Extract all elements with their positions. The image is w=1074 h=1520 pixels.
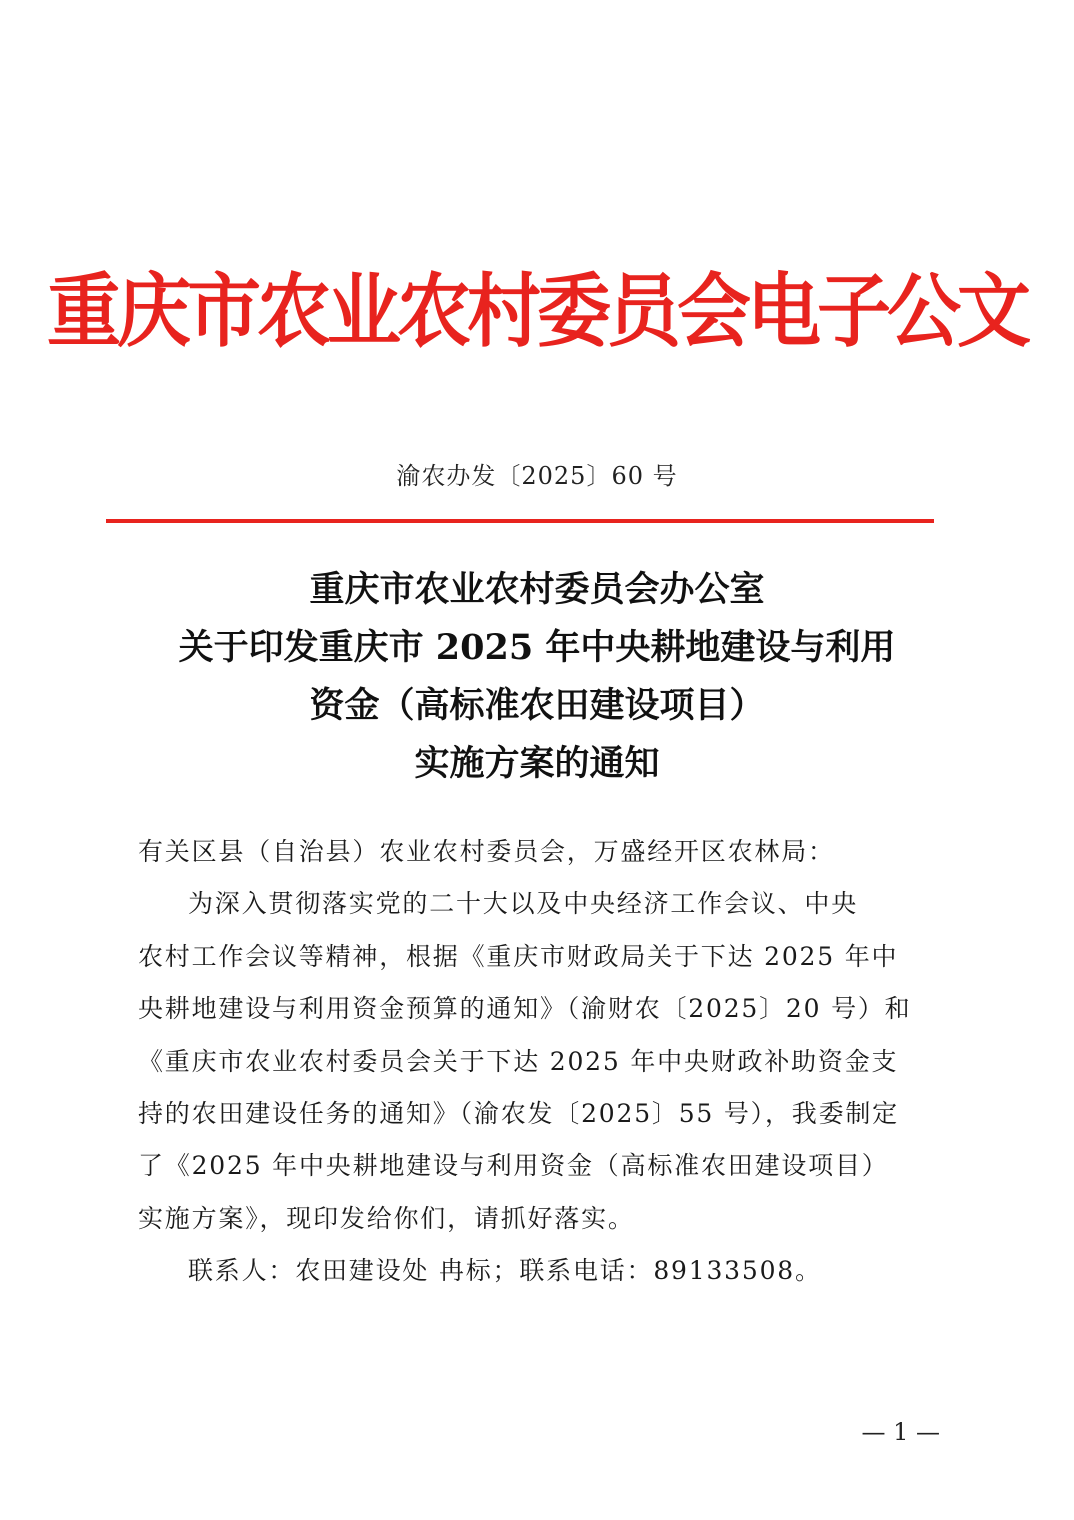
page-number: — 1 — [861,1418,940,1446]
body-line: 《重庆市农业农村委员会关于下达 2025 年中央财政补助资金支 [138,1046,899,1076]
body-line: 了《2025 年中央耕地建设与利用资金（高标准农田建设项目） [138,1151,889,1181]
body-line: 央耕地建设与利用资金预算的通知》（渝财农〔2025〕20 号）和 [138,994,912,1024]
body-line: 持的农田建设任务的通知》（渝农发〔2025〕55 号），我委制定 [138,1099,899,1129]
body-line: 为深入贯彻落实党的二十大以及中央经济工作会议、中央 [188,889,859,919]
contact-info: 联系人：农田建设处 冉标；联系电话：89133508。 [188,1256,822,1286]
title-line-4: 实施方案的通知 [414,743,660,784]
salutation-text: 有关区县（自治县）农业农村委员会，万盛经开区农林局： [138,837,835,866]
red-divider-line [106,519,934,523]
title-line-3: 资金（高标准农田建设项目） [309,685,765,726]
body-line: 实施方案》，现印发给你们，请抓好落实。 [138,1203,635,1233]
document-number: 渝农办发〔2025〕60 号 [396,462,678,490]
document-title [0,561,1074,793]
title-line-2: 关于印发重庆市 2025 年中央耕地建设与利用 [178,627,896,668]
masthead-title: 重庆市农业农村委员会电子公文 [47,265,1027,359]
document-body [138,826,938,1298]
body-line: 农村工作会议等精神，根据《重庆市财政局关于下达 2025 年中 [138,941,899,971]
salutation [138,826,938,878]
contact-paragraph [138,1245,938,1297]
title-line-1: 重庆市农业农村委员会办公室 [309,569,765,610]
body-paragraph-1 [138,878,938,1245]
